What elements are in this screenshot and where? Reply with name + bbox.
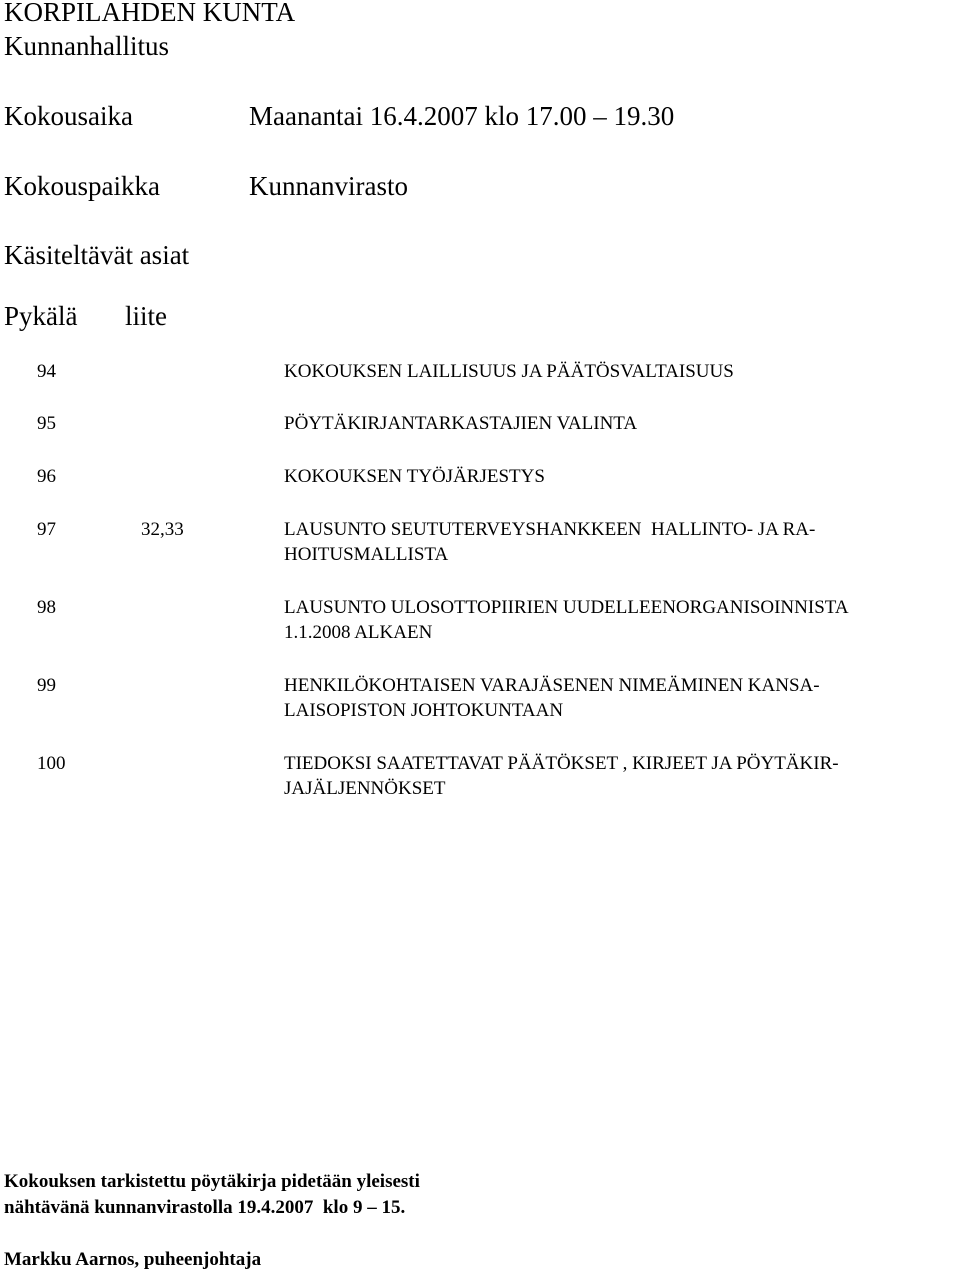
- item-title: LAUSUNTO SEUTUTERVEYSHANKKEEN HALLINTO- JA RA-: [284, 519, 816, 540]
- meeting-time-label: Kokousaika: [4, 101, 133, 131]
- agenda-col-attachment: liite: [125, 301, 167, 331]
- body-name: Kunnanhallitus: [4, 31, 169, 61]
- item-title: KOKOUKSEN LAILLISUUS JA PÄÄTÖSVALTAISUUS: [284, 361, 734, 382]
- org-name: KORPILAHDEN KUNTA: [4, 0, 296, 27]
- item-title-cont: LAISOPISTON JOHTOKUNTAAN: [284, 700, 564, 721]
- item-number: 96: [37, 466, 56, 487]
- item-title: TIEDOKSI SAATETTAVAT PÄÄTÖKSET , KIRJEET JA PÖYTÄKIR-: [284, 753, 839, 774]
- item-number: 94: [37, 361, 56, 382]
- item-attachment: 32,33: [141, 519, 184, 540]
- agenda-col-section: Pykälä: [4, 301, 78, 331]
- item-title: HENKILÖKOHTAISEN VARAJÄSENEN NIMEÄMINEN KANSA-: [284, 675, 820, 696]
- agenda-title: Käsiteltävät asiat: [4, 240, 190, 270]
- signature: Markku Aarnos, puheenjohtaja: [4, 1249, 262, 1270]
- meeting-place-label: Kokouspaikka: [4, 171, 160, 201]
- meeting-place-value: Kunnanvirasto: [249, 171, 408, 201]
- item-title-cont: JAJÄLJENNÖKSET: [284, 778, 446, 799]
- item-number: 100: [37, 753, 66, 774]
- item-number: 95: [37, 413, 56, 434]
- item-title: KOKOUKSEN TYÖJÄRJESTYS: [284, 466, 545, 487]
- item-title: LAUSUNTO ULOSOTTOPIIRIEN UUDELLEENORGANISOINNISTA: [284, 597, 849, 618]
- item-number: 97: [37, 519, 56, 540]
- notice-line-2: nähtävänä kunnanvirastolla 19.4.2007 klo 9 – 15.: [4, 1197, 406, 1218]
- notice-line-1: Kokouksen tarkistettu pöytäkirja pidetään yleisesti: [4, 1171, 420, 1192]
- item-title-cont: 1.1.2008 ALKAEN: [284, 622, 433, 643]
- item-title: PÖYTÄKIRJANTARKASTAJIEN VALINTA: [284, 413, 638, 434]
- item-number: 98: [37, 597, 56, 618]
- item-number: 99: [37, 675, 56, 696]
- meeting-time-value: Maanantai 16.4.2007 klo 17.00 – 19.30: [249, 101, 675, 131]
- item-title-cont: HOITUSMALLISTA: [284, 544, 449, 565]
